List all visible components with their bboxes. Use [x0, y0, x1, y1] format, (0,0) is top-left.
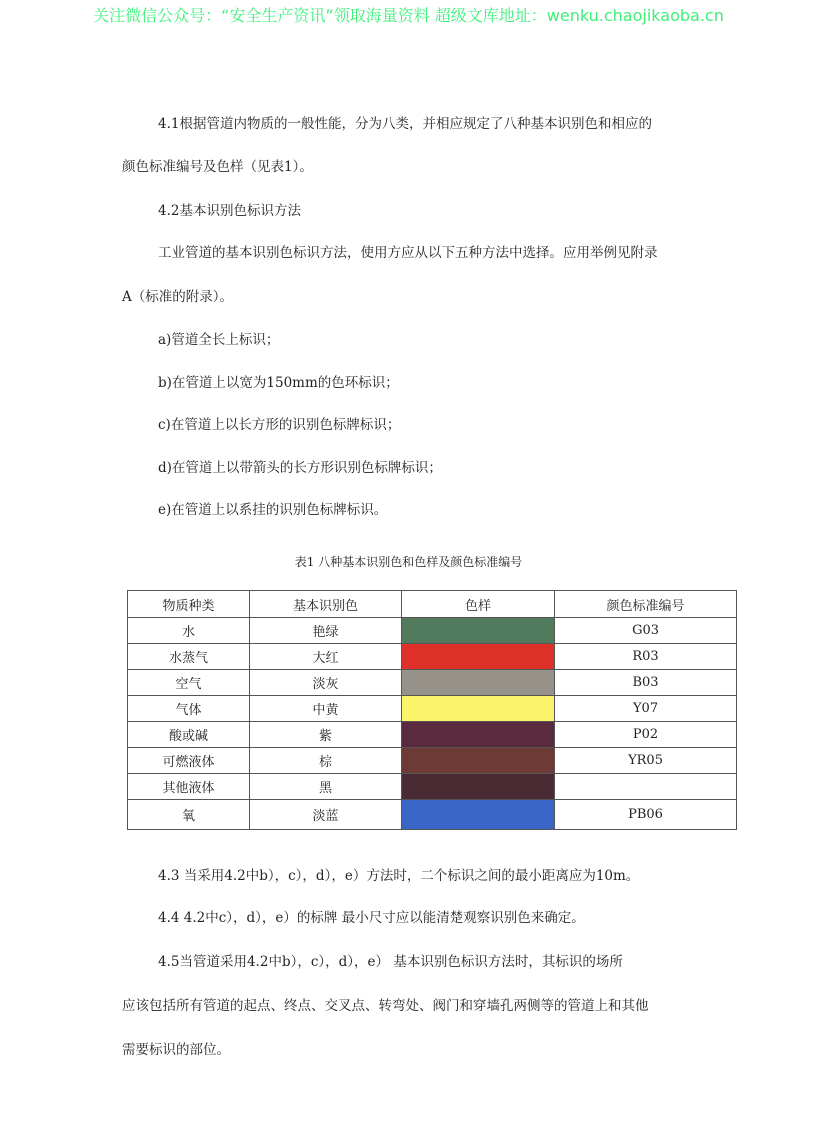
- substance-cell: 其他液体: [128, 774, 250, 800]
- color-name-cell: 艳绿: [250, 618, 402, 644]
- swatch-cell: [402, 696, 555, 722]
- color-name-cell: 中黄: [250, 696, 402, 722]
- substance-cell: 酸或碱: [128, 722, 250, 748]
- list-item: c)在管道上以长方形的识别色标牌标识；: [158, 417, 401, 433]
- table-row: [128, 644, 737, 670]
- table-row: [128, 722, 737, 748]
- paragraph: 需要标识的部位。: [122, 1042, 230, 1058]
- code-cell: PB06: [555, 800, 737, 830]
- color-table: [127, 590, 737, 830]
- substance-cell: 水: [128, 618, 250, 644]
- paragraph: A（标准的附录）。: [122, 289, 233, 305]
- table-row: [128, 696, 737, 722]
- promo-banner: 关注微信公众号：“安全生产资讯”领取海量资料 超级文库地址：wenku.chaojikaoba.cn: [93, 6, 724, 25]
- table-caption: 表1 八种基本识别色和色样及颜色标准编号: [294, 555, 523, 569]
- list-item: e)在管道上以系挂的识别色标牌标识。: [158, 502, 388, 518]
- color-name-cell: 紫: [250, 722, 402, 748]
- substance-cell: 可燃液体: [128, 748, 250, 774]
- list-item: b)在管道上以宽为150mm的色环标识；: [158, 375, 399, 391]
- code-cell: [555, 774, 737, 800]
- swatch-cell: [402, 644, 555, 670]
- swatch-cell: [402, 800, 555, 830]
- color-name-cell: 淡蓝: [250, 800, 402, 830]
- paragraph: 应该包括所有管道的起点、终点、交叉点、转弯处、阀门和穿墙孔两侧等的管道上和其他: [122, 998, 649, 1014]
- color-name-cell: 淡灰: [250, 670, 402, 696]
- paragraph: 工业管道的基本识别色标识方法，使用方应从以下五种方法中选择。应用举例见附录: [158, 245, 658, 261]
- paragraph: 颜色标准编号及色样（见表1）。: [122, 159, 313, 175]
- paragraph: 4.1根据管道内物质的一般性能，分为八类，并相应规定了八种基本识别色和相应的: [158, 116, 652, 132]
- paragraph: 4.5当管道采用4.2中b），c），d），e） 基本识别色标识方法时，其标识的场所: [158, 954, 623, 970]
- table-row: [128, 618, 737, 644]
- section-heading: 4.2基本识别色标识方法: [158, 203, 301, 219]
- code-cell: R03: [555, 644, 737, 670]
- table-row: [128, 748, 737, 774]
- code-cell: B03: [555, 670, 737, 696]
- header-cell: 基本识别色: [250, 591, 402, 618]
- table-row: [128, 774, 737, 800]
- color-name-cell: 黑: [250, 774, 402, 800]
- header-cell: 色样: [402, 591, 555, 618]
- header-cell: 颜色标准编号: [555, 591, 737, 618]
- paragraph: 4.4 4.2中c），d），e）的标牌 最小尺寸应以能清楚观察识别色来确定。: [158, 910, 585, 926]
- color-name-cell: 棕: [250, 748, 402, 774]
- color-name-cell: 大红: [250, 644, 402, 670]
- paragraph: 4.3 当采用4.2中b），c），d），e）方法时，二个标识之间的最小距离应为10m。: [158, 868, 640, 884]
- list-item: a)管道全长上标识；: [158, 332, 280, 348]
- swatch-cell: [402, 670, 555, 696]
- code-cell: Y07: [555, 696, 737, 722]
- substance-cell: 氧: [128, 800, 250, 830]
- table-row: [128, 670, 737, 696]
- table-row: [128, 800, 737, 830]
- swatch-cell: [402, 774, 555, 800]
- substance-cell: 空气: [128, 670, 250, 696]
- list-item: d)在管道上以带箭头的长方形识别色标牌标识；: [158, 460, 442, 476]
- code-cell: P02: [555, 722, 737, 748]
- swatch-cell: [402, 618, 555, 644]
- header-cell: 物质种类: [128, 591, 250, 618]
- swatch-cell: [402, 748, 555, 774]
- swatch-cell: [402, 722, 555, 748]
- substance-cell: 水蒸气: [128, 644, 250, 670]
- substance-cell: 气体: [128, 696, 250, 722]
- code-cell: YR05: [555, 748, 737, 774]
- code-cell: G03: [555, 618, 737, 644]
